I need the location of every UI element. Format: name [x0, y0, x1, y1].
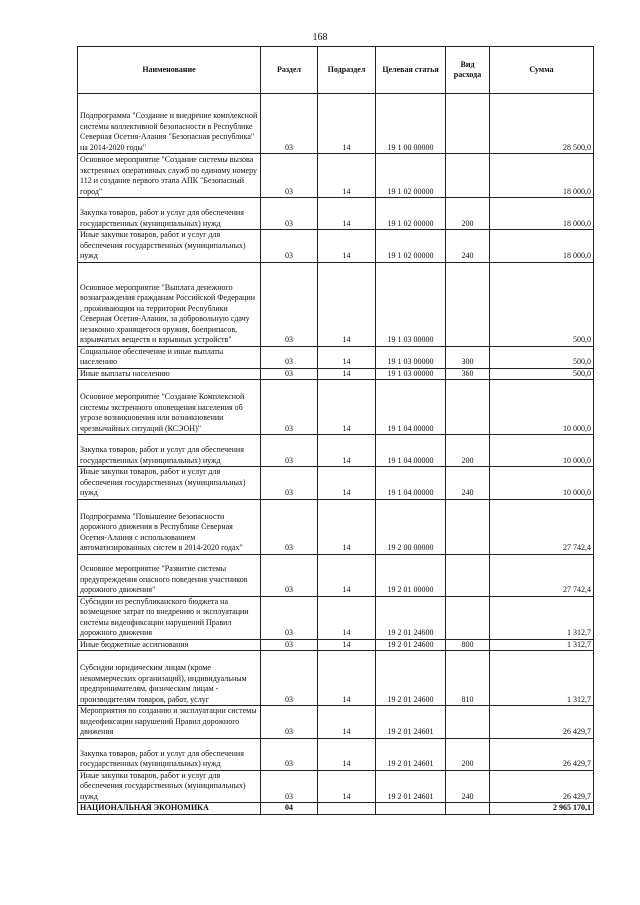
cell-amount: 1 312,7	[490, 596, 594, 639]
cell-name: Субсидии из республиканского бюджета на возмещение затрат по внедрению и эксплуатации системы видеофиксации нарушений Правил дорожного движения	[78, 596, 261, 639]
cell-target: 19 1 02 00000	[376, 198, 446, 230]
cell-amount: 26 429,7	[490, 738, 594, 770]
cell-target: 19 1 04 00000	[376, 380, 446, 435]
cell-amount: 18 000,0	[490, 154, 594, 198]
cell-name: Мероприятия по созданию и эксплуатации системы видеофиксации нарушений Правил дорожного движения	[78, 706, 261, 739]
cell-name: Основное мероприятие "Создание системы вызова экстренных оперативных служб по единому номеру 112 и создание первого этапа АПК "Безопасный город"	[78, 154, 261, 198]
cell-section: 03	[261, 94, 318, 154]
table-row	[78, 499, 594, 554]
table-row	[78, 639, 594, 651]
cell-section: 03	[261, 554, 318, 596]
cell-subsection: 14	[318, 198, 376, 230]
cell-expense	[446, 596, 490, 639]
table-row	[78, 596, 594, 639]
page-number: 168	[312, 32, 328, 43]
cell-section: 03	[261, 154, 318, 198]
cell-section: 03	[261, 499, 318, 554]
cell-subsection: 14	[318, 596, 376, 639]
cell-subsection: 14	[318, 230, 376, 263]
cell-expense: 240	[446, 230, 490, 263]
cell-expense: 300	[446, 346, 490, 368]
table-row	[78, 554, 594, 596]
cell-name: Подпрограмма "Повышение безопасности дорожного движения в Республике Северная Осетия-Алания с использованием автоматизированных систем в 2014-2020 годах"	[78, 499, 261, 554]
table-row	[78, 467, 594, 500]
cell-expense	[446, 803, 490, 815]
cell-expense: 200	[446, 198, 490, 230]
cell-name: Закупка товаров, работ и услуг для обеспечения государственных (муниципальных) нужд	[78, 435, 261, 467]
cell-target: 19 2 01 24601	[376, 738, 446, 770]
cell-amount: 10 000,0	[490, 467, 594, 500]
cell-expense	[446, 262, 490, 346]
cell-name: Социальное обеспечение и иные выплаты населению	[78, 346, 261, 368]
cell-expense	[446, 380, 490, 435]
header-amount: Сумма	[490, 47, 594, 94]
table-row	[78, 230, 594, 263]
cell-section: 03	[261, 596, 318, 639]
table-row	[78, 738, 594, 770]
cell-name: Иные бюджетные ассигнования	[78, 639, 261, 651]
cell-subsection: 14	[318, 380, 376, 435]
cell-target: 19 1 02 00000	[376, 154, 446, 198]
cell-target: 19 2 00 00000	[376, 499, 446, 554]
cell-target: 19 1 03 00000	[376, 262, 446, 346]
cell-expense	[446, 706, 490, 739]
cell-name: Иные закупки товаров, работ и услуг для обеспечения государственных (муниципальных) нужд	[78, 230, 261, 263]
cell-name: Иные выплаты населению	[78, 368, 261, 380]
cell-expense	[446, 94, 490, 154]
cell-target: 19 2 01 24601	[376, 706, 446, 739]
cell-name: Подпрограмма "Создание и внедрение комплексной системы коллективной безопасности в Республике Северная Осетия-Алания "Безопасная республика" на 2014-2020 годы"	[78, 94, 261, 154]
cell-name: Субсидии юридическим лицам (кроме некоммерческих организаций), индивидуальным предпринимателям, физическим лицам - производителям товаров, работ, услуг	[78, 651, 261, 706]
cell-expense: 360	[446, 368, 490, 380]
cell-expense: 200	[446, 738, 490, 770]
cell-name: Основное мероприятие "Выплата денежного вознаграждения гражданам Российской Федерации , проживающим на территории Республики Северная Осетия-Алания, за добровольную сдачу незаконно хранящегося оружия, боеприпасов, взрывчатых веществ и взрывных устройств"	[78, 262, 261, 346]
cell-expense	[446, 154, 490, 198]
cell-target	[376, 803, 446, 815]
cell-expense	[446, 554, 490, 596]
cell-subsection: 14	[318, 154, 376, 198]
cell-subsection: 14	[318, 651, 376, 706]
cell-amount: 500,0	[490, 368, 594, 380]
header-expense-type: Вид расхода	[446, 47, 490, 94]
cell-section: 03	[261, 706, 318, 739]
cell-target: 19 1 02 00000	[376, 230, 446, 263]
cell-amount: 1 312,7	[490, 639, 594, 651]
cell-name: Закупка товаров, работ и услуг для обеспечения государственных (муниципальных) нужд	[78, 198, 261, 230]
cell-subsection: 14	[318, 738, 376, 770]
cell-target: 19 2 01 00000	[376, 554, 446, 596]
cell-section: 03	[261, 738, 318, 770]
budget-table	[77, 46, 594, 815]
cell-expense: 800	[446, 639, 490, 651]
cell-section: 03	[261, 467, 318, 500]
cell-target: 19 2 01 24600	[376, 639, 446, 651]
header-section: Раздел	[261, 47, 318, 94]
cell-amount: 27 742,4	[490, 499, 594, 554]
cell-expense	[446, 499, 490, 554]
cell-subsection: 14	[318, 346, 376, 368]
cell-amount: 26 429,7	[490, 706, 594, 739]
cell-section: 03	[261, 262, 318, 346]
cell-subsection: 14	[318, 94, 376, 154]
cell-amount: 1 312,7	[490, 651, 594, 706]
cell-subsection	[318, 803, 376, 815]
table-row	[78, 94, 594, 154]
table-row	[78, 262, 594, 346]
cell-name: НАЦИОНАЛЬНАЯ ЭКОНОМИКА	[78, 803, 261, 815]
cell-subsection: 14	[318, 368, 376, 380]
cell-target: 19 1 03 00000	[376, 368, 446, 380]
table-row	[78, 706, 594, 739]
cell-expense: 810	[446, 651, 490, 706]
total-row	[78, 803, 594, 815]
cell-name: Основное мероприятие "Развитие системы предупреждения опасного поведения участников дорожного движения"	[78, 554, 261, 596]
cell-expense: 240	[446, 467, 490, 500]
cell-subsection: 14	[318, 706, 376, 739]
cell-expense: 200	[446, 435, 490, 467]
cell-subsection: 14	[318, 554, 376, 596]
table-row	[78, 154, 594, 198]
cell-target: 19 1 00 00000	[376, 94, 446, 154]
cell-amount: 2 965 170,1	[490, 803, 594, 815]
table-row	[78, 380, 594, 435]
cell-expense: 240	[446, 770, 490, 803]
table-row	[78, 770, 594, 803]
cell-amount: 10 000,0	[490, 435, 594, 467]
header-subsection: Подраздел	[318, 47, 376, 94]
cell-section: 03	[261, 346, 318, 368]
cell-subsection: 14	[318, 499, 376, 554]
table-row	[78, 651, 594, 706]
cell-amount: 26 429,7	[490, 770, 594, 803]
cell-subsection: 14	[318, 262, 376, 346]
cell-subsection: 14	[318, 467, 376, 500]
cell-section: 03	[261, 770, 318, 803]
cell-amount: 28 500,0	[490, 94, 594, 154]
cell-target: 19 1 03 00000	[376, 346, 446, 368]
cell-section: 03	[261, 198, 318, 230]
cell-name: Основное мероприятие "Создание Комплексной системы экстренного оповещения населения об угрозе возникновения или возникновении чрезвычайных ситуаций (КСЭОН)"	[78, 380, 261, 435]
header-target: Целевая статья	[376, 47, 446, 94]
cell-section: 03	[261, 380, 318, 435]
cell-subsection: 14	[318, 639, 376, 651]
header-name: Наименование	[78, 47, 261, 94]
table-row	[78, 368, 594, 380]
cell-section: 03	[261, 368, 318, 380]
cell-section: 04	[261, 803, 318, 815]
cell-amount: 18 000,0	[490, 198, 594, 230]
cell-amount: 10 000,0	[490, 380, 594, 435]
cell-target: 19 2 01 24600	[376, 596, 446, 639]
cell-name: Иные закупки товаров, работ и услуг для обеспечения государственных (муниципальных) нужд	[78, 467, 261, 500]
table-row	[78, 346, 594, 368]
table-header	[78, 47, 594, 94]
cell-amount: 27 742,4	[490, 554, 594, 596]
cell-name: Иные закупки товаров, работ и услуг для обеспечения государственных (муниципальных) нужд	[78, 770, 261, 803]
cell-section: 03	[261, 639, 318, 651]
cell-section: 03	[261, 435, 318, 467]
cell-target: 19 2 01 24600	[376, 651, 446, 706]
cell-amount: 500,0	[490, 346, 594, 368]
cell-section: 03	[261, 230, 318, 263]
cell-subsection: 14	[318, 770, 376, 803]
cell-section: 03	[261, 651, 318, 706]
cell-target: 19 1 04 00000	[376, 435, 446, 467]
cell-target: 19 1 04 00000	[376, 467, 446, 500]
cell-amount: 500,0	[490, 262, 594, 346]
cell-subsection: 14	[318, 435, 376, 467]
cell-target: 19 2 01 24601	[376, 770, 446, 803]
cell-amount: 18 000,0	[490, 230, 594, 263]
cell-name: Закупка товаров, работ и услуг для обеспечения государственных (муниципальных) нужд	[78, 738, 261, 770]
table-row	[78, 435, 594, 467]
table-row	[78, 198, 594, 230]
